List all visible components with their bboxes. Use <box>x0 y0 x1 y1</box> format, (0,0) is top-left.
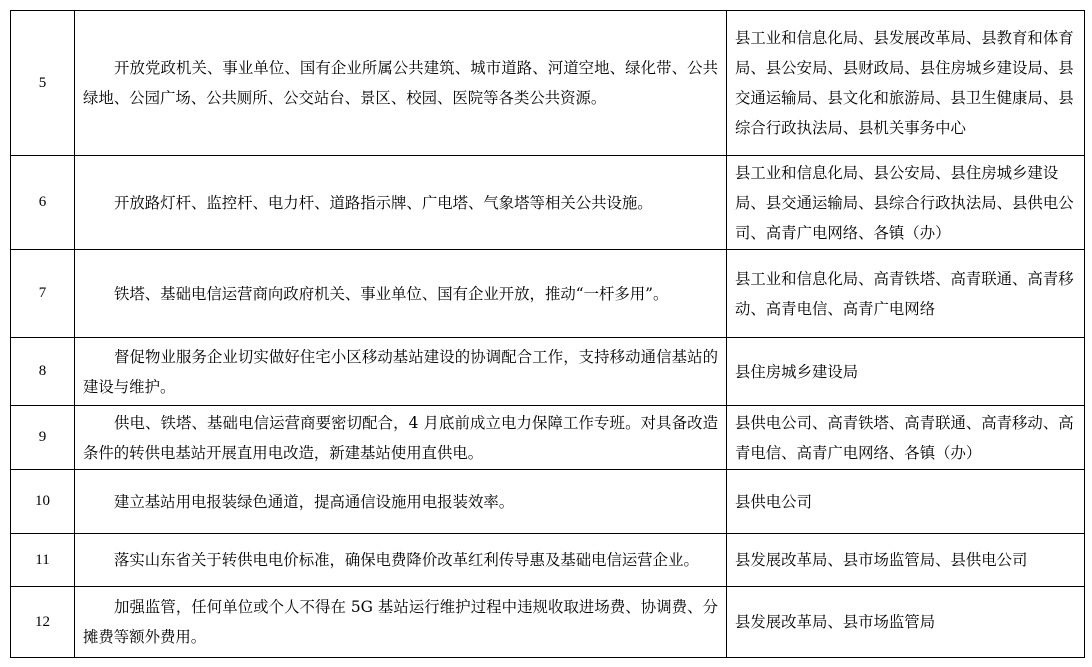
row-number: 10 <box>11 470 75 534</box>
task-description: 开放路灯杆、监控杆、电力杆、道路指示牌、广电塔、气象塔等相关公共设施。 <box>75 156 727 250</box>
table-row <box>11 534 1085 587</box>
responsible-departments: 县供电公司、高青铁塔、高青联通、高青移动、高青电信、高青广电网络、各镇（办） <box>727 406 1085 470</box>
responsible-departments: 县工业和信息化局、高青铁塔、高青联通、高青移动、高青电信、高青广电网络 <box>727 250 1085 338</box>
task-description: 铁塔、基础电信运营商向政府机关、事业单位、国有企业开放，推动“一杆多用”。 <box>75 250 727 338</box>
row-number: 8 <box>11 338 75 406</box>
task-description: 供电、铁塔、基础电信运营商要密切配合，4 月底前成立电力保障工作专班。对具备改造条件的转供电基站开展直用电改造，新建基站使用直供电。 <box>75 406 727 470</box>
responsible-departments: 县发展改革局、县市场监管局 <box>727 587 1085 658</box>
task-description: 加强监管，任何单位或个人不得在 5G 基站运行维护过程中违规收取进场费、协调费、分摊费等额外费用。 <box>75 587 727 658</box>
table-row <box>11 338 1085 406</box>
table-row <box>11 11 1085 156</box>
row-number: 5 <box>11 11 75 156</box>
task-description: 开放党政机关、事业单位、国有企业所属公共建筑、城市道路、河道空地、绿化带、公共绿地、公园广场、公共厕所、公交站台、景区、校园、医院等各类公共资源。 <box>75 11 727 156</box>
responsible-departments: 县工业和信息化局、县发展改革局、县教育和体育局、县公安局、县财政局、县住房城乡建设局、县交通运输局、县文化和旅游局、县卫生健康局、县综合行政执法局、县机关事务中心 <box>727 11 1085 156</box>
responsible-departments: 县住房城乡建设局 <box>727 338 1085 406</box>
table-row <box>11 587 1085 658</box>
table-row <box>11 406 1085 470</box>
row-number: 12 <box>11 587 75 658</box>
table-row <box>11 470 1085 534</box>
responsible-departments: 县工业和信息化局、县公安局、县住房城乡建设局、县交通运输局、县综合行政执法局、县供电公司、高青广电网络、各镇（办） <box>727 156 1085 250</box>
task-table <box>10 10 1085 658</box>
task-description: 建立基站用电报装绿色通道，提高通信设施用电报装效率。 <box>75 470 727 534</box>
responsible-departments: 县供电公司 <box>727 470 1085 534</box>
row-number: 6 <box>11 156 75 250</box>
task-description: 落实山东省关于转供电电价标准，确保电费降价改革红利传导惠及基础电信运营企业。 <box>75 534 727 587</box>
row-number: 7 <box>11 250 75 338</box>
row-number: 11 <box>11 534 75 587</box>
row-number: 9 <box>11 406 75 470</box>
task-description: 督促物业服务企业切实做好住宅小区移动基站建设的协调配合工作，支持移动通信基站的建设与维护。 <box>75 338 727 406</box>
table-row <box>11 156 1085 250</box>
table-row <box>11 250 1085 338</box>
responsible-departments: 县发展改革局、县市场监管局、县供电公司 <box>727 534 1085 587</box>
